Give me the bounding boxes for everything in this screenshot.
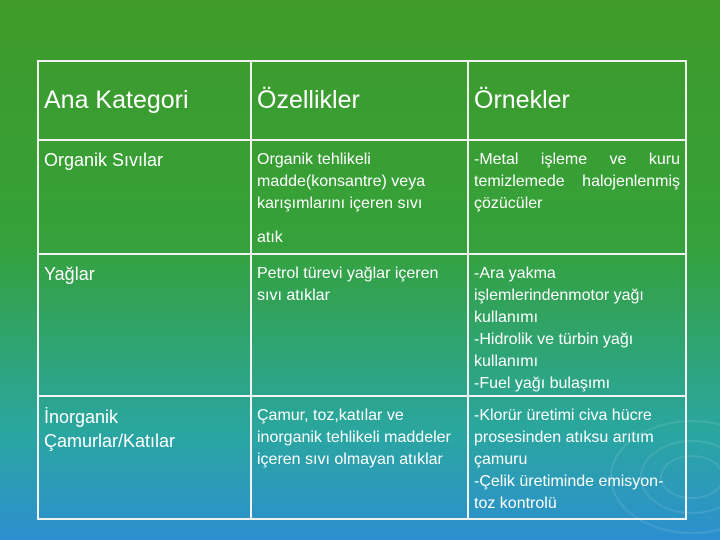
example-text: -Hidrolik ve türbin yağı kullanımı [474, 331, 634, 370]
category-cell [38, 396, 251, 519]
category-organik-sivilar: Organik Sıvılar [44, 150, 164, 170]
table-row [38, 254, 686, 396]
examples-cell [468, 396, 686, 519]
header-ozellikler: Özellikler [251, 61, 468, 140]
category-inorganik: İnorganik Çamurlar/Katılar [44, 407, 176, 451]
feature-text: Petrol türevi yağlar içeren sıvı atıklar [257, 265, 439, 304]
feature-text: atık [257, 229, 283, 246]
example-text: -Ara yakma işlemlerindenmotor yağı kullanımı [474, 265, 644, 326]
table-header-row [38, 61, 686, 140]
header-ana-kategori: Ana Kategori [38, 61, 251, 140]
examples-cell [468, 254, 686, 396]
example-text: -Klorür üretimi civa hücre prosesinden atıksu arıtım çamuru [474, 407, 654, 468]
feature-text: Çamur, toz,katılar ve inorganik tehlikeli maddeler içeren sıvı olmayan atıklar [257, 407, 451, 468]
features-cell [251, 254, 468, 396]
features-cell [251, 140, 468, 254]
category-cell [38, 254, 251, 396]
example-text: -Çelik üretiminde emisyon-toz kontrolü [474, 473, 664, 512]
feature-text: Organik tehlikeli madde(konsantre) veya karışımlarını içeren sıvı [257, 151, 426, 212]
table-row [38, 396, 686, 519]
features-cell [251, 396, 468, 519]
category-yaglar: Yağlar [44, 264, 95, 284]
category-cell [38, 140, 251, 254]
header-ornekler: Örnekler [468, 61, 686, 140]
waste-category-table [37, 60, 687, 520]
examples-cell [468, 140, 686, 254]
table-row [38, 140, 686, 254]
spacer [257, 215, 462, 227]
example-text: -Metal işleme ve kuru temizlemede halojenlenmiş çözücüler [474, 151, 680, 212]
example-text: -Fuel yağı bulaşımı [474, 375, 611, 392]
